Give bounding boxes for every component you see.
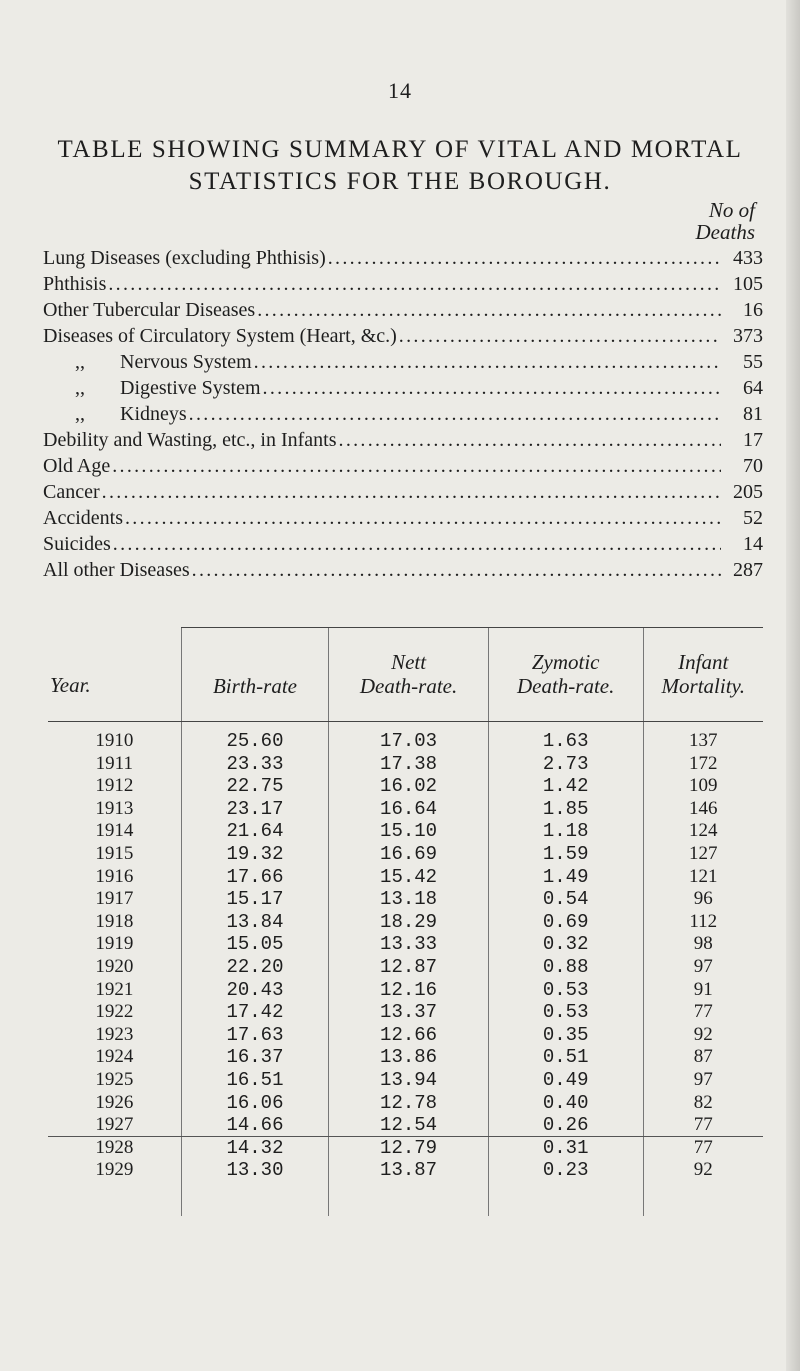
cell-year: 1910 bbox=[95, 730, 134, 751]
cause-of-death-summary-list bbox=[43, 247, 763, 585]
cell-nett-death-rate: 13.33 bbox=[329, 933, 489, 956]
cell-nett-death-rate: 13.18 bbox=[329, 888, 489, 911]
summary-row-other-tubercular bbox=[43, 299, 763, 325]
header-nett-line-1: Nett bbox=[391, 650, 427, 674]
cell-year: 1920 bbox=[95, 955, 134, 977]
tail-cell bbox=[488, 1182, 643, 1216]
summary-label: Phthisis bbox=[43, 273, 107, 295]
leader-dots bbox=[189, 403, 721, 426]
cell-infant-mortality: 82 bbox=[643, 1092, 763, 1115]
summary-label-text: Nervous System bbox=[120, 351, 252, 373]
cell-year: 1927 bbox=[95, 1114, 134, 1136]
cell-zymotic-death-rate: 1.42 bbox=[488, 775, 643, 798]
leader-dots bbox=[257, 299, 721, 322]
cell-nett-death-rate: 16.02 bbox=[329, 775, 489, 798]
table-row bbox=[48, 956, 763, 979]
cell-birth-rate: 17.66 bbox=[181, 866, 329, 889]
cell-zymotic-death-rate: 1.63 bbox=[488, 730, 643, 753]
table-row bbox=[48, 979, 763, 1002]
summary-value: 205 bbox=[733, 481, 763, 503]
summary-row-debility-infants bbox=[43, 429, 763, 455]
cell-birth-rate: 20.43 bbox=[181, 979, 329, 1002]
table-row bbox=[48, 888, 763, 911]
cell-infant-mortality: 172 bbox=[643, 753, 763, 776]
header-birth-rate bbox=[181, 628, 329, 721]
cell-birth-rate: 22.20 bbox=[181, 956, 329, 979]
table-header-row bbox=[48, 628, 763, 721]
cell-infant-mortality: 112 bbox=[643, 911, 763, 934]
summary-value: 70 bbox=[743, 455, 763, 477]
cell-year: 1913 bbox=[95, 797, 134, 819]
summary-value: 81 bbox=[743, 403, 763, 425]
spacer-cell bbox=[181, 722, 329, 731]
cell-zymotic-death-rate: 0.32 bbox=[488, 933, 643, 956]
cell-nett-death-rate: 13.37 bbox=[329, 1001, 489, 1024]
cell-nett-death-rate: 12.16 bbox=[329, 979, 489, 1002]
table-row bbox=[48, 820, 763, 843]
summary-label: Other Tubercular Diseases bbox=[43, 299, 256, 321]
cell-year: 1926 bbox=[95, 1091, 134, 1113]
table-bottom-rule bbox=[48, 1136, 763, 1137]
table-row bbox=[48, 1069, 763, 1092]
cell-nett-death-rate: 15.10 bbox=[329, 820, 489, 843]
cell-zymotic-death-rate: 1.49 bbox=[488, 866, 643, 889]
cell-nett-death-rate: 13.94 bbox=[329, 1069, 489, 1092]
cell-year: 1912 bbox=[95, 775, 134, 797]
cell-birth-rate: 25.60 bbox=[181, 730, 329, 753]
table-row bbox=[48, 1092, 763, 1115]
tail-cell bbox=[181, 1182, 329, 1216]
header-zymotic-line-1: Zymotic bbox=[531, 650, 600, 674]
ditto-mark: ,, bbox=[75, 377, 85, 399]
cell-year: 1923 bbox=[95, 1023, 134, 1045]
cell-year: 1914 bbox=[95, 820, 134, 842]
summary-label: Accidents bbox=[43, 507, 123, 529]
cell-year: 1929 bbox=[95, 1159, 134, 1181]
cell-zymotic-death-rate: 2.73 bbox=[488, 753, 643, 776]
cell-infant-mortality: 92 bbox=[643, 1024, 763, 1047]
page-edge-shadow bbox=[786, 0, 800, 1371]
summary-label-text: Kidneys bbox=[120, 403, 187, 425]
table-row bbox=[48, 775, 763, 798]
header-zymotic-death-rate bbox=[488, 628, 643, 721]
table-spacer-row bbox=[48, 722, 763, 731]
cell-zymotic-death-rate: 0.23 bbox=[488, 1159, 643, 1182]
cell-infant-mortality: 97 bbox=[643, 1069, 763, 1092]
cell-infant-mortality: 77 bbox=[643, 1001, 763, 1024]
header-year bbox=[48, 628, 181, 721]
summary-label: Cancer bbox=[43, 481, 100, 503]
cell-zymotic-death-rate: 1.85 bbox=[488, 798, 643, 821]
summary-value: 52 bbox=[743, 507, 763, 529]
cell-birth-rate: 17.63 bbox=[181, 1024, 329, 1047]
summary-value: 16 bbox=[743, 299, 763, 321]
summary-value: 17 bbox=[743, 429, 763, 451]
summary-value: 373 bbox=[733, 325, 763, 347]
cell-year: 1925 bbox=[95, 1068, 134, 1090]
table-row bbox=[48, 730, 763, 753]
tail-cell bbox=[643, 1182, 763, 1216]
cell-birth-rate: 14.32 bbox=[181, 1137, 329, 1160]
ditto-mark: ,, bbox=[75, 351, 85, 373]
summary-row-nervous-system bbox=[43, 351, 763, 377]
header-nett-death-rate bbox=[329, 628, 489, 721]
cell-birth-rate: 22.75 bbox=[181, 775, 329, 798]
table-tail-row bbox=[48, 1182, 763, 1216]
cell-zymotic-death-rate: 0.49 bbox=[488, 1069, 643, 1092]
deaths-column-header-line-2: Deaths bbox=[695, 220, 755, 244]
summary-label bbox=[43, 377, 261, 400]
cell-infant-mortality: 127 bbox=[643, 843, 763, 866]
cell-infant-mortality: 96 bbox=[643, 888, 763, 911]
table-title-line-2: STATISTICS FOR THE BOROUGH. bbox=[188, 168, 612, 195]
cell-zymotic-death-rate: 1.18 bbox=[488, 820, 643, 843]
cell-nett-death-rate: 17.03 bbox=[329, 730, 489, 753]
cell-nett-death-rate: 15.42 bbox=[329, 866, 489, 889]
summary-row-lung-diseases bbox=[43, 247, 763, 273]
cell-zymotic-death-rate: 0.54 bbox=[488, 888, 643, 911]
header-year-label: Year. bbox=[50, 673, 91, 698]
cell-nett-death-rate: 12.54 bbox=[329, 1114, 489, 1137]
table-row bbox=[48, 1114, 763, 1137]
leader-dots bbox=[192, 559, 721, 582]
cell-infant-mortality: 124 bbox=[643, 820, 763, 843]
cell-nett-death-rate: 12.79 bbox=[329, 1137, 489, 1160]
cell-year: 1921 bbox=[95, 978, 134, 1000]
cell-infant-mortality: 87 bbox=[643, 1046, 763, 1069]
leader-dots bbox=[263, 377, 721, 400]
summary-value: 287 bbox=[733, 559, 763, 581]
cell-infant-mortality: 98 bbox=[643, 933, 763, 956]
cell-year: 1928 bbox=[95, 1136, 134, 1158]
cell-zymotic-death-rate: 0.53 bbox=[488, 1001, 643, 1024]
cell-zymotic-death-rate: 0.31 bbox=[488, 1137, 643, 1160]
summary-value: 55 bbox=[743, 351, 763, 373]
cell-zymotic-death-rate: 0.53 bbox=[488, 979, 643, 1002]
summary-label: Debility and Wasting, etc., in Infants bbox=[43, 429, 337, 451]
cell-birth-rate: 14.66 bbox=[181, 1114, 329, 1137]
summary-row-phthisis bbox=[43, 273, 763, 299]
cell-year: 1919 bbox=[95, 933, 134, 955]
ditto-mark: ,, bbox=[75, 403, 85, 425]
cell-birth-rate: 21.64 bbox=[181, 820, 329, 843]
summary-value: 105 bbox=[733, 273, 763, 295]
spacer-cell bbox=[643, 722, 763, 731]
table-row bbox=[48, 1046, 763, 1069]
cell-nett-death-rate: 17.38 bbox=[329, 753, 489, 776]
cell-year: 1917 bbox=[95, 888, 134, 910]
cell-year: 1911 bbox=[95, 752, 133, 774]
header-nett-line-2: Death-rate. bbox=[359, 674, 458, 698]
leader-dots bbox=[102, 481, 721, 504]
table-row bbox=[48, 798, 763, 821]
leader-dots bbox=[399, 325, 721, 348]
cell-year: 1918 bbox=[95, 910, 134, 932]
table-row bbox=[48, 1001, 763, 1024]
summary-label: All other Diseases bbox=[43, 559, 190, 581]
cell-nett-death-rate: 16.69 bbox=[329, 843, 489, 866]
cell-nett-death-rate: 13.86 bbox=[329, 1046, 489, 1069]
leader-dots bbox=[112, 455, 721, 478]
cell-zymotic-death-rate: 0.40 bbox=[488, 1092, 643, 1115]
cell-nett-death-rate: 13.87 bbox=[329, 1159, 489, 1182]
summary-label-text: Digestive System bbox=[120, 377, 261, 399]
cell-year: 1915 bbox=[95, 842, 134, 864]
table-row bbox=[48, 911, 763, 934]
cell-year: 1924 bbox=[95, 1046, 134, 1068]
summary-row-all-other bbox=[43, 559, 763, 585]
cell-infant-mortality: 121 bbox=[643, 866, 763, 889]
leader-dots bbox=[113, 533, 721, 556]
cell-infant-mortality: 146 bbox=[643, 798, 763, 821]
header-infant-line-2: Mortality. bbox=[661, 674, 745, 698]
leader-dots bbox=[328, 247, 721, 270]
cell-zymotic-death-rate: 0.51 bbox=[488, 1046, 643, 1069]
table-row bbox=[48, 1159, 763, 1182]
cell-nett-death-rate: 12.87 bbox=[329, 956, 489, 979]
summary-label: Lung Diseases (excluding Phthisis) bbox=[43, 247, 326, 269]
cell-birth-rate: 23.33 bbox=[181, 753, 329, 776]
summary-value: 64 bbox=[743, 377, 763, 399]
summary-label: Diseases of Circulatory System (Heart, &c.) bbox=[43, 325, 397, 347]
cell-zymotic-death-rate: 0.69 bbox=[488, 911, 643, 934]
cell-infant-mortality: 137 bbox=[643, 730, 763, 753]
cell-infant-mortality: 77 bbox=[643, 1114, 763, 1137]
table-row bbox=[48, 866, 763, 889]
cell-birth-rate: 15.05 bbox=[181, 933, 329, 956]
cell-birth-rate: 15.17 bbox=[181, 888, 329, 911]
cell-nett-death-rate: 12.66 bbox=[329, 1024, 489, 1047]
summary-row-circulatory bbox=[43, 325, 763, 351]
cell-infant-mortality: 97 bbox=[643, 956, 763, 979]
summary-row-cancer bbox=[43, 481, 763, 507]
cell-infant-mortality: 77 bbox=[643, 1137, 763, 1160]
cell-zymotic-death-rate: 1.59 bbox=[488, 843, 643, 866]
header-birth-rate-label: Birth-rate bbox=[212, 673, 297, 698]
tail-cell bbox=[329, 1182, 489, 1216]
cell-zymotic-death-rate: 0.35 bbox=[488, 1024, 643, 1047]
summary-label: Old Age bbox=[43, 455, 111, 477]
summary-row-old-age bbox=[43, 455, 763, 481]
cell-year: 1922 bbox=[95, 1001, 134, 1023]
vital-statistics-table bbox=[48, 627, 763, 1216]
cell-birth-rate: 13.30 bbox=[181, 1159, 329, 1182]
cell-nett-death-rate: 18.29 bbox=[329, 911, 489, 934]
header-zymotic-line-2: Death-rate. bbox=[516, 674, 615, 698]
summary-value: 433 bbox=[733, 247, 763, 269]
table-title-line-1: TABLE SHOWING SUMMARY OF VITAL AND MORTAL bbox=[57, 136, 743, 163]
cell-infant-mortality: 91 bbox=[643, 979, 763, 1002]
cell-birth-rate: 16.06 bbox=[181, 1092, 329, 1115]
leader-dots bbox=[125, 507, 721, 530]
cell-nett-death-rate: 12.78 bbox=[329, 1092, 489, 1115]
table-body bbox=[48, 722, 763, 1216]
cell-birth-rate: 17.42 bbox=[181, 1001, 329, 1024]
cell-zymotic-death-rate: 0.26 bbox=[488, 1114, 643, 1137]
header-infant-line-1: Infant bbox=[678, 650, 729, 674]
summary-label: Suicides bbox=[43, 533, 111, 555]
spacer-cell bbox=[48, 722, 181, 731]
summary-label bbox=[43, 351, 252, 374]
leader-dots bbox=[108, 273, 721, 296]
summary-row-suicides bbox=[43, 533, 763, 559]
summary-row-kidneys bbox=[43, 403, 763, 429]
cell-birth-rate: 16.51 bbox=[181, 1069, 329, 1092]
cell-birth-rate: 19.32 bbox=[181, 843, 329, 866]
cell-nett-death-rate: 16.64 bbox=[329, 798, 489, 821]
header-infant-mortality bbox=[643, 628, 763, 721]
leader-dots bbox=[339, 429, 721, 452]
page-number: 14 bbox=[388, 78, 412, 103]
summary-row-digestive-system bbox=[43, 377, 763, 403]
cell-infant-mortality: 109 bbox=[643, 775, 763, 798]
summary-label bbox=[43, 403, 187, 426]
cell-birth-rate: 16.37 bbox=[181, 1046, 329, 1069]
table-row bbox=[48, 753, 763, 776]
deaths-column-header-line-1: No of bbox=[708, 198, 755, 222]
cell-year: 1916 bbox=[95, 865, 134, 887]
spacer-cell bbox=[488, 722, 643, 731]
tail-cell bbox=[48, 1182, 181, 1216]
cell-birth-rate: 23.17 bbox=[181, 798, 329, 821]
table-row bbox=[48, 933, 763, 956]
table-row bbox=[48, 843, 763, 866]
cell-infant-mortality: 92 bbox=[643, 1159, 763, 1182]
leader-dots bbox=[254, 351, 721, 374]
cell-zymotic-death-rate: 0.88 bbox=[488, 956, 643, 979]
spacer-cell bbox=[329, 722, 489, 731]
table-row bbox=[48, 1024, 763, 1047]
cell-birth-rate: 13.84 bbox=[181, 911, 329, 934]
summary-row-accidents bbox=[43, 507, 763, 533]
summary-value: 14 bbox=[743, 533, 763, 555]
table-row bbox=[48, 1137, 763, 1160]
